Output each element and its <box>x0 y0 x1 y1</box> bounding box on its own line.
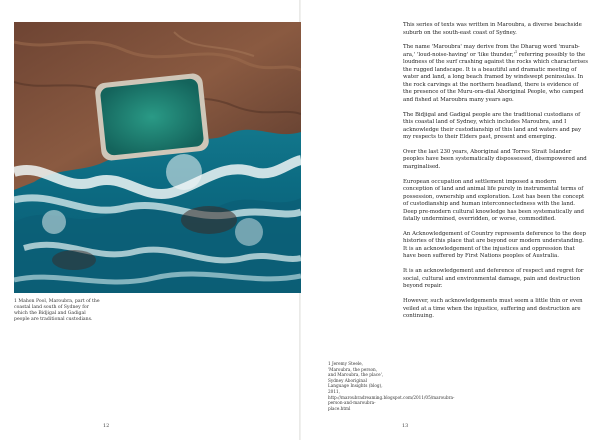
paragraph: It is an acknowledgement and deference of respect and regret for social, cultural and environmental damage, pain and destruction beyond repair. <box>403 268 584 290</box>
footnote: 1 Jeremy Steele, 'Maroubra, the person, and Maroubra, the place', Sydney Aboriginal Language Insights (blog), 2011, http://maroubradreaming.blogspot.com/2011/05/maroubra-person-and-maroubra-place.html <box>328 361 455 411</box>
footnote-marker: 1 <box>514 50 518 54</box>
aerial-photo-mahon-pool <box>14 22 301 293</box>
paragraph-with-footnote <box>403 44 588 104</box>
paragraph-text: referring possibly to the loudness of the surf crashing against the rocks which characterises the rugged landscape. It is a beautiful and dramatic meeting of water and land, a long beach framed by windswept peninsulas. In the rock carvings at the northern headland, there is evidence of the presence of the Muru-ora-dial Aboriginal People, who camped and fished at Maroubra many years ago. <box>403 51 588 103</box>
paragraph: Over the last 230 years, Aboriginal and Torres Strait Islander peoples have been systematically dispossessed, disempowered and marginalised. <box>403 148 587 170</box>
paragraph: This series of texts was written in Maroubra, a diverse beachside suburb on the south-east coast of Sydney. <box>403 22 582 36</box>
body-text <box>403 22 588 328</box>
photo-illustration <box>14 22 301 293</box>
paragraph: European occupation and settlement imposed a modern conception of land and animal life purely in instrumental terms of possession, ownership and exploration. Lost has been the concept of custodianship and human interconnectedness with the land. Deep pre-modern cultural knowledge has been systematically and fatally undermined, overridden, or worse, commodified. <box>403 178 585 223</box>
photo-caption: 1 Mahon Pool, Maroubra, part of the coastal land south of Sydney for which the Bidjigal and Gadigal people are traditional custodians. <box>14 299 100 322</box>
page-number-right: 13 <box>402 423 409 429</box>
paragraph: The Bidjigal and Gadigal people are the traditional custodians of this coastal land of Sydney, which includes Maroubra, and I acknowledge their custodianship of this land and waters and pay my respects to their Elders past, present and emerging. <box>403 111 582 141</box>
paragraph: However, such acknowledgements must seem a little thin or even veiled at a time when the injustice, suffering and destruction are continuing. <box>403 298 583 320</box>
page-number-left: 12 <box>103 423 110 429</box>
paragraph-text: The name 'Maroubra' may derive from the Dharug word 'murab-ara,' 'loud-noise-having' or 'like thunder,' <box>403 44 580 58</box>
paragraph: An Acknowledgement of Country represents deference to the deep histories of this place that are beyond our modern understanding. It is an acknowledgement of the injustices and oppression that have been suffered by First Nations peoples of Australia. <box>403 230 587 260</box>
